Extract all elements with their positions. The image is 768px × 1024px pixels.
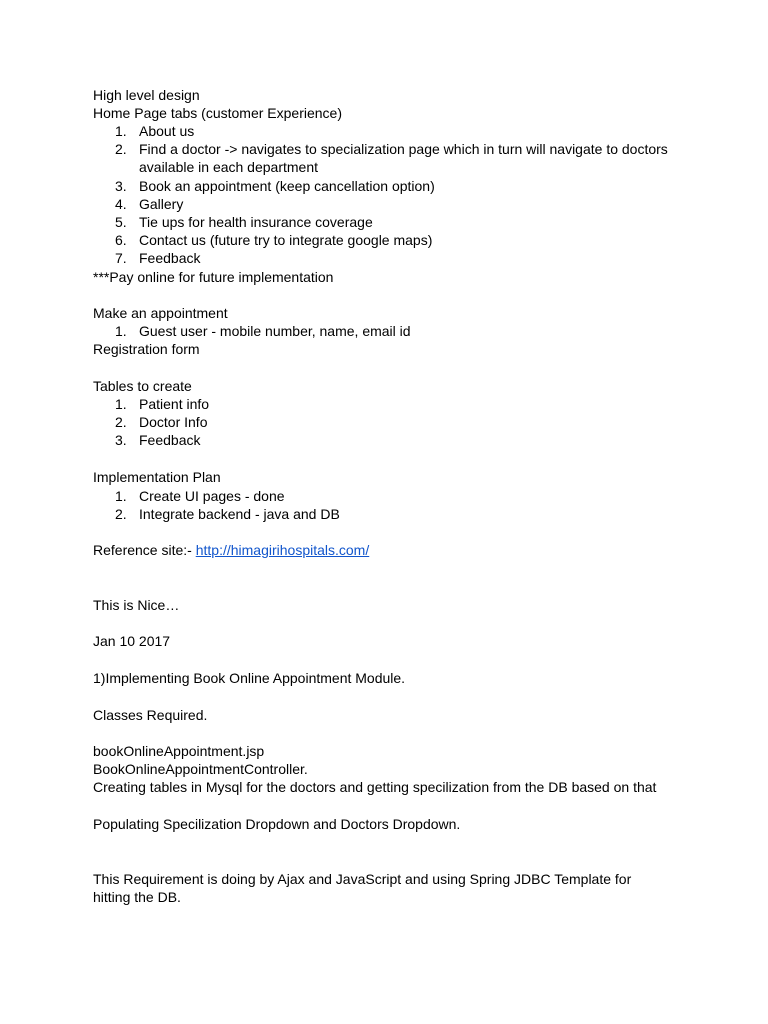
controller-line: BookOnlineAppointmentController. (93, 761, 308, 777)
list-number: 1. (115, 488, 127, 504)
home-tabs-title: Home Page tabs (customer Experience) (93, 105, 342, 121)
list-item (115, 505, 340, 523)
list-number: 4. (115, 196, 127, 212)
reference-link[interactable]: http://himagirihospitals.com/ (195, 542, 370, 558)
list-item (115, 249, 200, 267)
list-number: 7. (115, 250, 127, 266)
list-text: Find a doctor -> navigates to specialization page which in turn will navigate to doctors (139, 141, 668, 157)
list-item (115, 431, 200, 449)
registration-form-label: Registration form (93, 341, 200, 357)
list-number: 1. (115, 323, 127, 339)
list-item (115, 140, 668, 158)
creating-tables-line: Creating tables in Mysql for the doctors and getting specilization from the DB based on that (93, 779, 657, 795)
list-number: 3. (115, 432, 127, 448)
list-text: Book an appointment (keep cancellation option) (139, 178, 435, 194)
list-text: Tie ups for health insurance coverage (139, 214, 373, 230)
list-text: Feedback (139, 250, 201, 266)
list-item (115, 122, 194, 140)
list-item (115, 213, 373, 231)
list-item (115, 177, 435, 195)
reference-line (93, 541, 369, 559)
requirement-line-2: hitting the DB. (93, 889, 181, 905)
list-text: Guest user - mobile number, name, email id (139, 323, 411, 339)
list-text: Feedback (139, 432, 201, 448)
list-text: Gallery (139, 196, 184, 212)
list-number: 6. (115, 232, 127, 248)
heading: High level design (93, 87, 200, 103)
appointment-title: Make an appointment (93, 305, 228, 321)
list-item (115, 413, 207, 431)
populating-line: Populating Specilization Dropdown and Doctors Dropdown. (93, 816, 461, 832)
pay-online-note: ***Pay online for future implementation (93, 269, 334, 285)
list-text: About us (139, 123, 195, 139)
list-item (115, 487, 285, 505)
implementing-line: 1)Implementing Book Online Appointment Module. (93, 670, 406, 686)
date-line: Jan 10 2017 (93, 633, 171, 649)
list-number: 2. (115, 141, 127, 157)
list-text: Create UI pages - done (139, 488, 285, 504)
reference-label: Reference site:- (93, 542, 196, 558)
list-text: Patient info (139, 396, 210, 412)
list-item-continuation (139, 158, 318, 176)
list-text: Integrate backend - java and DB (139, 506, 340, 522)
list-item (115, 395, 209, 413)
classes-required-line: Classes Required. (93, 707, 208, 723)
list-number: 1. (115, 396, 127, 412)
list-text: Contact us (future try to integrate google maps) (139, 232, 433, 248)
list-number: 5. (115, 214, 127, 230)
jsp-file-line: bookOnlineAppointment.jsp (93, 743, 265, 759)
list-number: 3. (115, 178, 127, 194)
list-number: 1. (115, 123, 127, 139)
list-item (115, 231, 432, 249)
comment-nice: This is Nice… (93, 597, 180, 613)
requirement-line-1: This Requirement is doing by Ajax and JavaScript and using Spring JDBC Template for (93, 871, 632, 887)
list-item (115, 195, 183, 213)
list-text: Doctor Info (139, 414, 208, 430)
list-number: 2. (115, 506, 127, 522)
tables-title: Tables to create (93, 378, 192, 394)
list-number: 2. (115, 414, 127, 430)
list-item (115, 322, 411, 340)
plan-title: Implementation Plan (93, 469, 221, 485)
list-text: available in each department (139, 159, 319, 175)
